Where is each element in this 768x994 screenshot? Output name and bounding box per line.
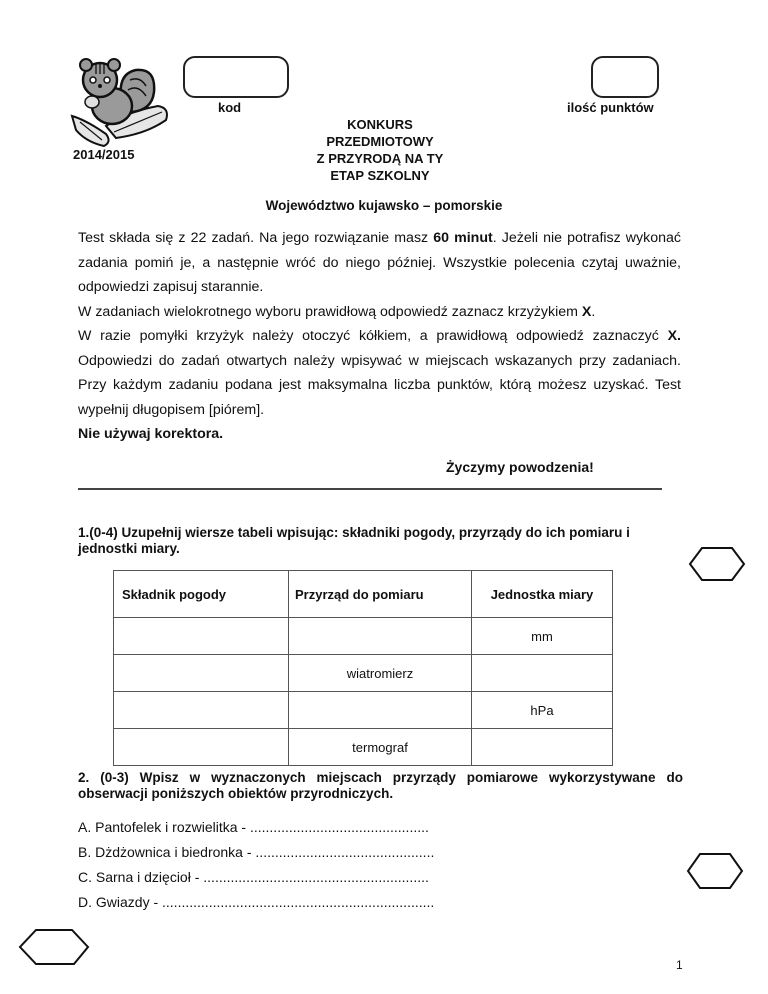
title-line: KONKURS [347, 117, 413, 132]
table-row [114, 729, 613, 766]
table-cell[interactable] [114, 618, 289, 655]
task2-heading: 2. (0-3) Wpisz w wyznaczonych miejscach przyrządy pomiarowe wykorzystywane do obserwacji poniższych obiektów przyrodniczych. [78, 770, 683, 801]
answer-line: A. Pantofelek i rozwielitka - .............................................. [78, 819, 429, 835]
title-line: PRZEDMIOTOWY [326, 134, 434, 149]
answer-line: C. Sarna i dzięcioł - .......................................................... [78, 869, 429, 885]
table-cell[interactable] [472, 729, 613, 766]
answer-blank[interactable]: .......................................................... [203, 869, 429, 885]
instructions-p3: W razie pomyłki krzyżyk należy otoczyć kółkiem, a prawidłową odpowiedź zaznaczyć X. Odpowiedzi do zadań otwartych należy wpisywać w miejscach wskazanych przy zadaniach. Przy każdym zadaniu podana jest maksymalna liczba punktów, którą możesz uzyskać. Test wypełnij długopisem [piórem]. [78, 328, 681, 418]
table-cell: wiatromierz [289, 655, 472, 692]
column-header: Przyrząd do pomiaru [289, 571, 472, 618]
good-luck: Życzymy powodzenia! [446, 459, 594, 475]
table-cell: hPa [472, 692, 613, 729]
table-cell[interactable] [114, 729, 289, 766]
answer-blank[interactable]: ...................................................................... [162, 894, 435, 910]
squirrel-on-leaves-icon [66, 50, 176, 150]
table-row [114, 618, 613, 655]
school-year: 2014/2015 [73, 147, 135, 162]
column-header: Jednostka miary [472, 571, 613, 618]
score-hexagon[interactable] [688, 546, 746, 582]
points-label: ilość punktów [567, 100, 654, 115]
points-field[interactable] [591, 56, 659, 98]
table-cell: mm [472, 618, 613, 655]
weather-table [113, 570, 613, 766]
table-row [114, 655, 613, 692]
divider [78, 488, 662, 490]
answer-line: D. Gwiazdy - ...................................................................... [78, 894, 435, 910]
title-line: Z PRZYRODĄ NA TY [316, 151, 444, 166]
table-cell[interactable] [289, 618, 472, 655]
table-cell[interactable] [114, 692, 289, 729]
code-field[interactable] [183, 56, 289, 98]
table-cell[interactable] [289, 692, 472, 729]
no-corrector-warning: Nie używaj korektora. [78, 426, 224, 442]
title-line: ETAP SZKOLNY [330, 168, 430, 183]
table-cell[interactable] [114, 655, 289, 692]
instructions [78, 226, 681, 447]
region: Województwo kujawsko – pomorskie [265, 198, 503, 213]
answer-line: B. Dżdżownica i biedronka - .............................................. [78, 844, 435, 860]
contest-title [290, 116, 470, 184]
table-header-row [114, 571, 613, 618]
instructions-p2: W zadaniach wielokrotnego wyboru prawidłową odpowiedź zaznacz krzyżykiem X. [78, 303, 596, 320]
instructions-p1: Test składa się z 22 zadań. Na jego rozwiązanie masz 60 minut. Jeżeli nie potrafisz wykonać zadania pomiń je, a następnie wróć do niego później. Wszystkie polecenia czytaj uważnie, odpowiedzi zapisuj starannie. [78, 230, 682, 295]
answer-blank[interactable]: .............................................. [255, 844, 435, 860]
column-header: Składnik pogody [114, 571, 289, 618]
table-row [114, 692, 613, 729]
table-cell: termograf [289, 729, 472, 766]
page-number: 1 [676, 958, 683, 972]
table-cell[interactable] [472, 655, 613, 692]
answer-blank[interactable]: .............................................. [249, 819, 429, 835]
score-hexagon[interactable] [18, 928, 92, 966]
code-label: kod [218, 100, 242, 115]
score-hexagon[interactable] [686, 852, 744, 890]
task1-heading: 1.(0-4) Uzupełnij wiersze tabeli wpisując: składniki pogody, przyrządy do ich pomiaru i jednostki miary. [78, 525, 630, 556]
task2-answers [78, 815, 434, 915]
